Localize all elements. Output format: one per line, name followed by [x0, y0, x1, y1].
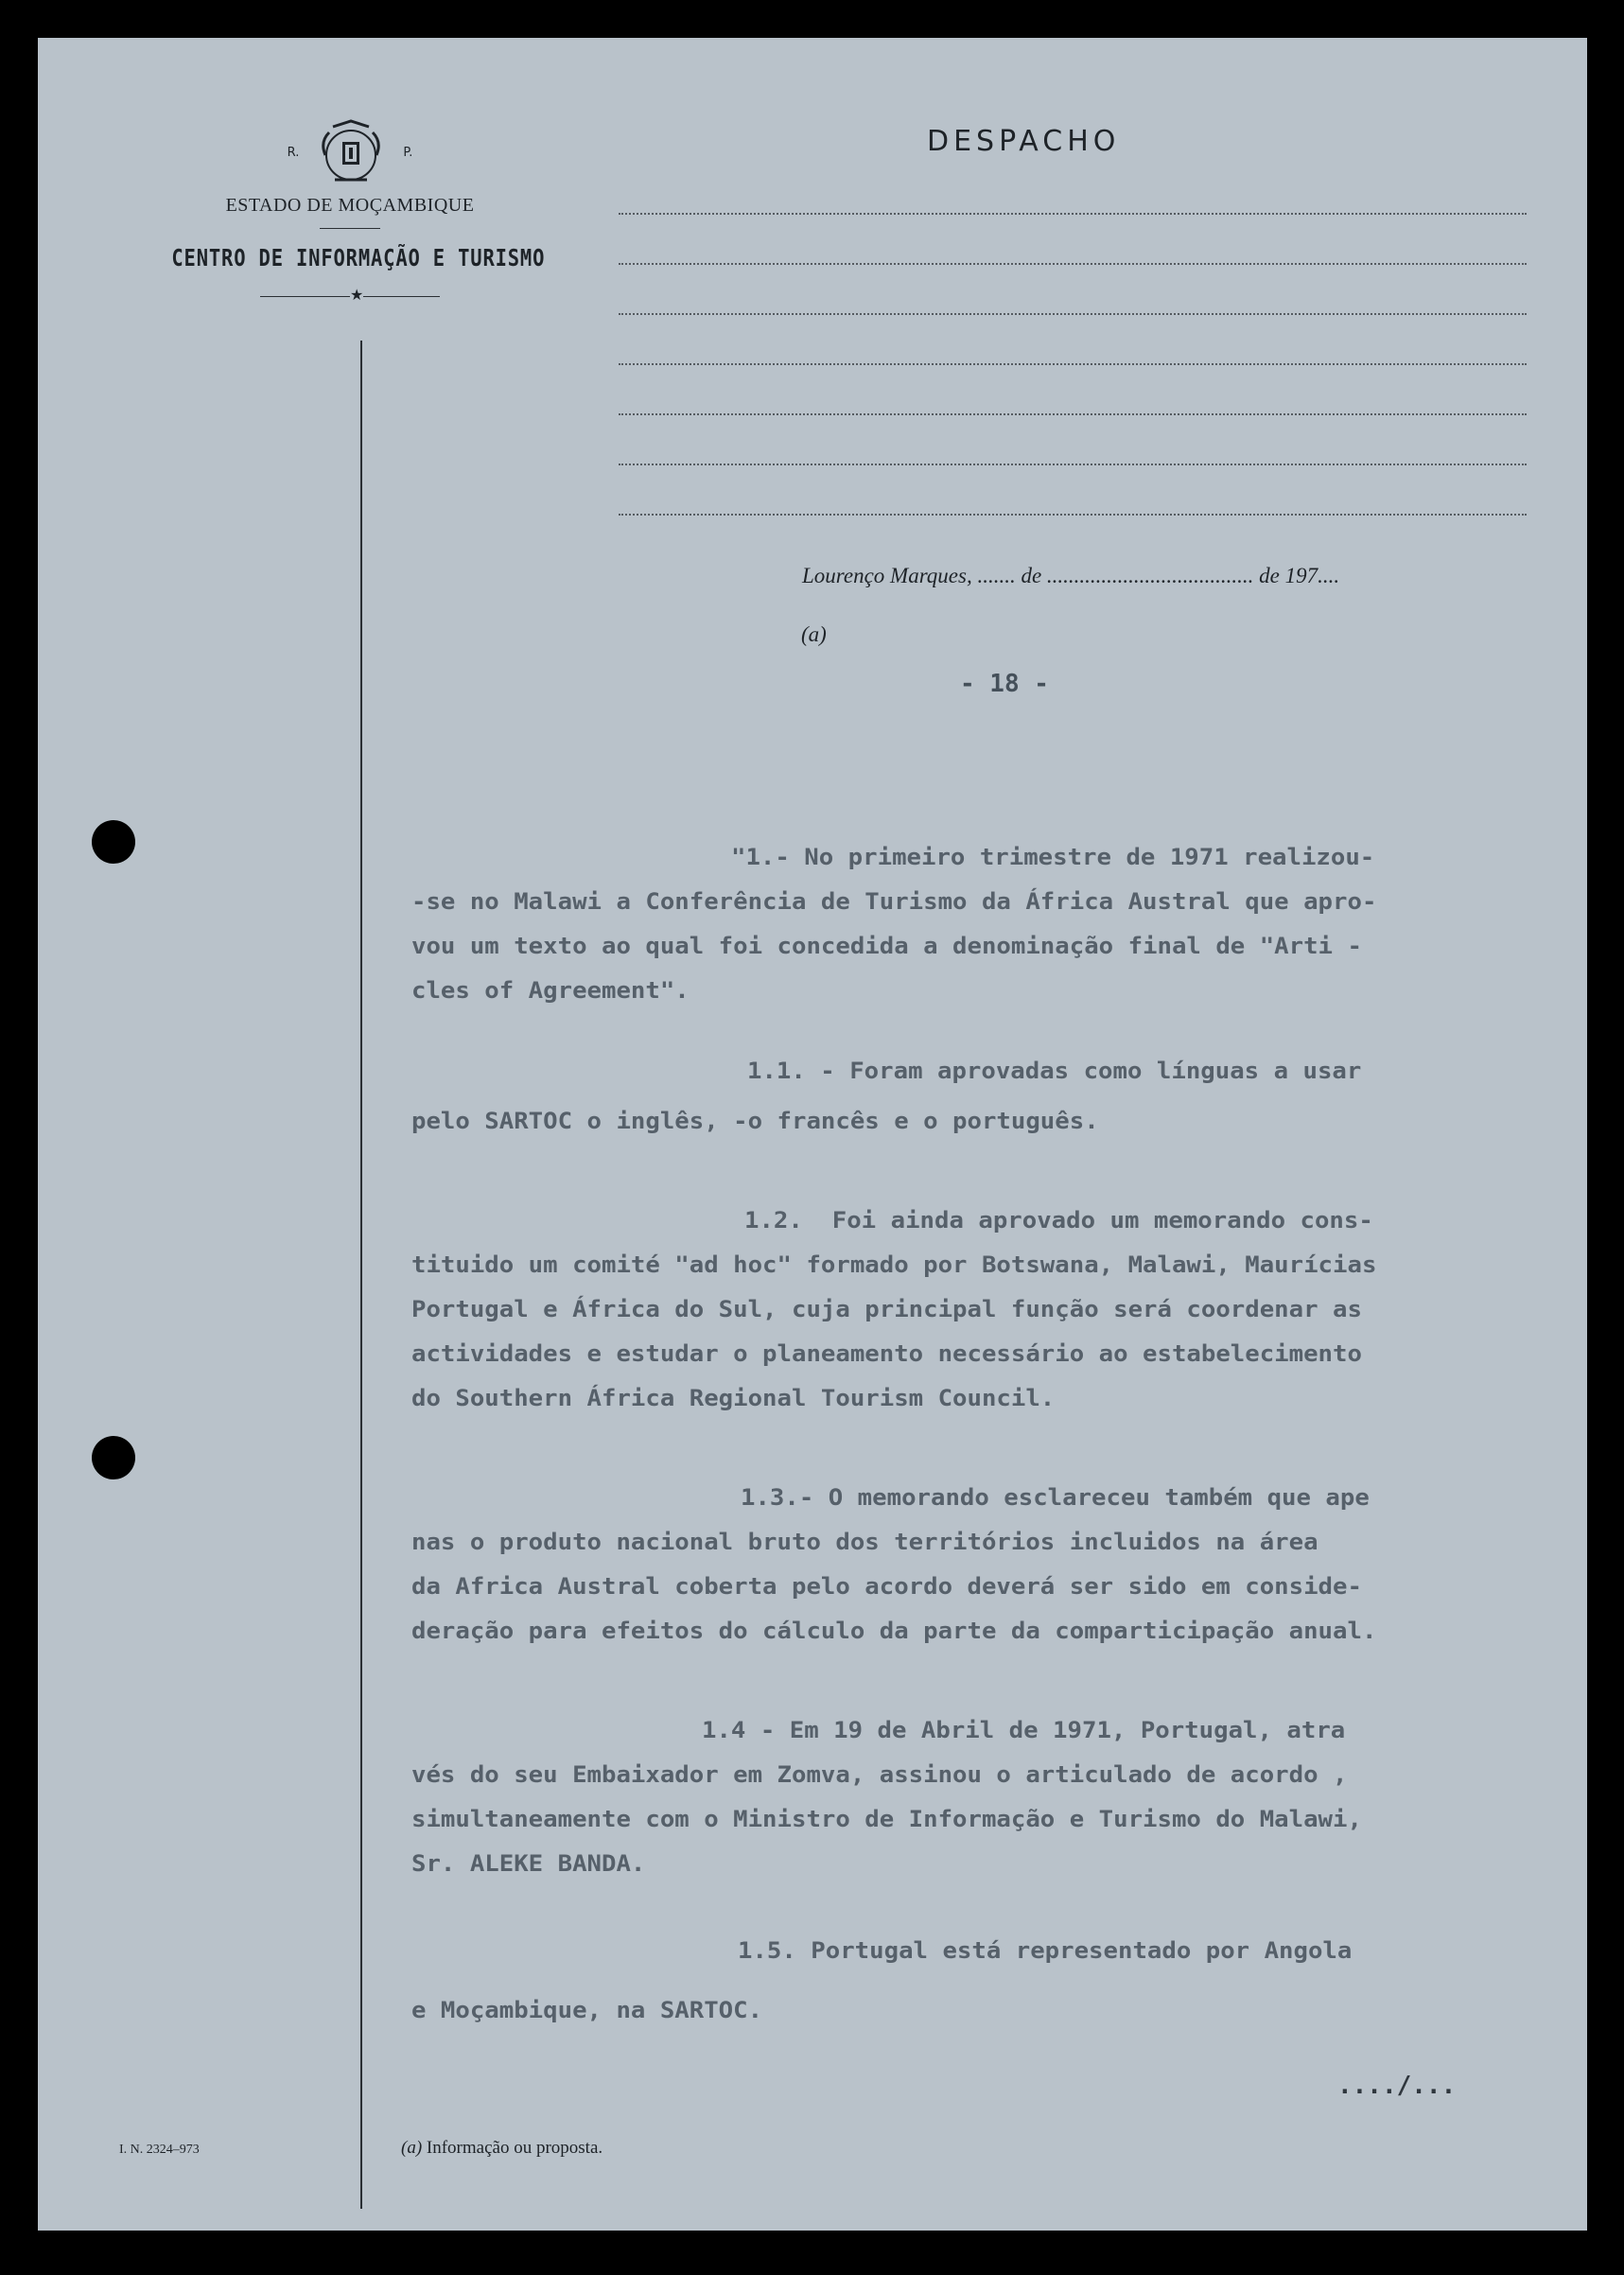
document-page [38, 38, 1587, 2231]
page-number: - 18 - [960, 670, 1049, 698]
footnote [401, 2138, 602, 2159]
dispatch-dotted-line [619, 464, 1527, 465]
dispatch-dotted-line [619, 213, 1527, 215]
emblem-row [132, 114, 568, 191]
letterhead [132, 114, 568, 304]
body-line: e Moçambique, na SARTOC. [411, 1997, 763, 2023]
body-line: Portugal e África do Sul, cuja principal função será coordenar as [411, 1296, 1362, 1322]
dispatch-dotted-line [619, 413, 1527, 415]
body-line: 1.5. Portugal está representado por Angola [738, 1937, 1353, 1964]
body-line: cles of Agreement". [411, 977, 690, 1004]
dispatch-dotted-line [619, 263, 1527, 265]
body-line: do Southern África Regional Tourism Council. [411, 1385, 1056, 1411]
body-line: deração para efeitos do cálculo da parte da comparticipação anual. [411, 1618, 1377, 1644]
body-line: vés do seu Embaixador em Zomva, assinou o articulado de acordo , [411, 1761, 1348, 1788]
dispatch-dotted-line [619, 514, 1527, 516]
coat-of-arms-icon [316, 117, 386, 187]
continuation-mark: ..../... [1337, 2072, 1457, 2100]
body-line: "1.- No primeiro trimestre de 1971 realizou- [731, 844, 1375, 870]
department-name: CENTRO DE INFORMAÇÃO E TURISMO [171, 244, 546, 271]
body-line: 1.2. Foi ainda aprovado um memorando cons- [744, 1207, 1373, 1234]
body-line: da Africa Austral coberta pelo acordo deverá ser sido em conside- [411, 1573, 1362, 1600]
body-line: vou um texto ao qual foi concedida a denominação final de "Arti - [411, 933, 1362, 959]
body-line: simultaneamente com o Ministro de Informação e Turismo do Malawi, [411, 1806, 1362, 1832]
margin-rule [360, 341, 362, 2209]
issuer-name: ESTADO DE MOÇAMBIQUE [225, 195, 475, 216]
dispatch-dotted-line [619, 363, 1527, 365]
punch-hole [92, 820, 135, 864]
body-line: nas o produto nacional bruto dos territórios incluidos na área [411, 1529, 1318, 1555]
star-icon: ★ [350, 286, 364, 304]
form-title: DESPACHO [927, 125, 1121, 158]
form-number: I. N. 2324–973 [119, 2143, 200, 2157]
footnote-marker: (a) [401, 2138, 423, 2158]
star-divider [260, 286, 440, 304]
dispatch-dotted-line [619, 313, 1527, 315]
p-mark: P. [403, 145, 413, 160]
body-line: 1.3.- O memorando esclareceu também que ape [741, 1484, 1370, 1511]
body-line: pelo SARTOC o inglês, -o francês e o português. [411, 1108, 1099, 1134]
note-marker: (a) [801, 622, 827, 646]
punch-hole [92, 1436, 135, 1479]
divider [320, 228, 380, 229]
body-line: 1.4 - Em 19 de Abril de 1971, Portugal, atra [702, 1717, 1346, 1743]
date-line: Lourenço Marques, ....... de ...................................... de 197.... [802, 564, 1340, 587]
body-line: Sr. ALEKE BANDA. [411, 1850, 646, 1877]
body-line: -se no Malawi a Conferência de Turismo da África Austral que apro- [411, 888, 1377, 915]
footnote-text: Informação ou proposta. [422, 2138, 603, 2158]
body-line: tituido um comité "ad hoc" formado por Botswana, Malawi, Maurícias [411, 1251, 1377, 1278]
body-line: 1.1. - Foram aprovadas como línguas a usar [747, 1058, 1362, 1084]
r-mark: R. [287, 145, 300, 160]
body-line: actividades e estudar o planeamento necessário ao estabelecimento [411, 1340, 1362, 1367]
